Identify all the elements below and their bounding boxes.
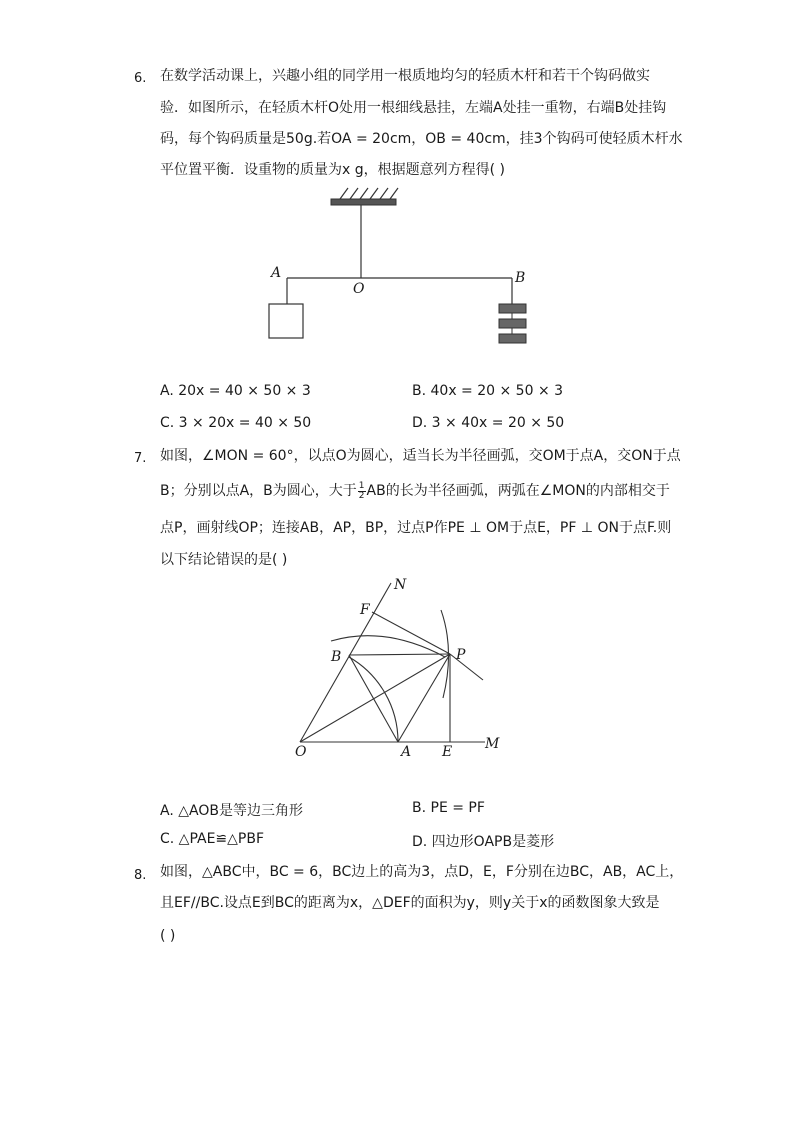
question-6-line-2: 验．如图所示，在轻质木杆O处用一根细线悬挂，左端A处挂一重物，右端B处挂钩: [160, 100, 667, 116]
segment-PF: [372, 612, 450, 654]
label-F: F: [360, 602, 370, 618]
segment-AB: [349, 655, 398, 742]
label-A: A: [401, 744, 412, 760]
question-6-number: 6.: [134, 71, 147, 86]
question-8-line-3: ( ): [160, 928, 176, 944]
question-7-line-4: 以下结论错误的是( ): [160, 552, 288, 568]
label-E: E: [442, 744, 453, 760]
question-7-line-1: 如图，∠MON = 60°，以点O为圆心，适当长为半径画弧，交OM于点A，交ON于点: [160, 448, 681, 464]
ray-ON: [300, 583, 391, 742]
hook-weight-3: [499, 334, 526, 343]
label-M: M: [485, 736, 500, 752]
q6-option-c: C. 3 × 20x = 40 × 50: [160, 415, 312, 431]
label-B: B: [515, 270, 526, 286]
heavy-object: [269, 304, 303, 338]
question-6-line-4: 平位置平衡．设重物的质量为x g，根据题意列方程得( ): [160, 162, 505, 178]
question-7-number: 7.: [134, 451, 147, 466]
arc-extension: [450, 654, 483, 680]
angle-bisector-figure: [285, 570, 515, 765]
q6-option-d: D. 3 × 40x = 20 × 50: [412, 415, 565, 431]
question-8-line-1: 如图，△ABC中，BC = 6，BC边上的高为3，点D，E，F分别在边BC，AB，AC上，: [160, 864, 684, 880]
hook-weight-2: [499, 319, 526, 328]
q6-option-a: A. 20x = 40 × 50 × 3: [160, 383, 311, 399]
question-7-line-2: [160, 481, 670, 501]
hook-weight-1: [499, 304, 526, 313]
label-P: P: [456, 647, 466, 663]
label-B: B: [331, 649, 342, 665]
q7-option-a: A. △AOB是等边三角形: [160, 803, 303, 819]
question-8-line-2: 且EF//BC.设点E到BC的距离为x，△DEF的面积为y，则y关于x的函数图象大致是: [160, 895, 660, 911]
one-half-fraction: $\frac{1}{2}$: [358, 480, 365, 501]
question-6-line-1: 在数学活动课上，兴趣小组的同学用一根质地均匀的轻质木杆和若干个钩码做实: [160, 68, 650, 84]
ceiling-hatch: [340, 188, 398, 199]
segment-AP: [398, 654, 450, 742]
lever-figure: [260, 185, 540, 350]
label-O: O: [353, 281, 365, 297]
segment-BP: [349, 654, 450, 655]
label-A: A: [271, 265, 282, 281]
q6-option-b: B. 40x = 20 × 50 × 3: [412, 383, 564, 399]
question-7-line-2-end: AB的长为半径画弧，两弧在∠MON的内部相交于: [366, 483, 670, 499]
ray-OP: [300, 654, 450, 742]
q7-option-c: C. △PAE≌△PBF: [160, 831, 265, 847]
question-7-line-2-start: B；分别以点A，B为圆心，大于: [160, 483, 357, 499]
label-O: O: [295, 744, 307, 760]
q7-option-b: B. PE = PF: [412, 800, 485, 816]
question-6-line-3: 码，每个钩码质量是50g.若OA = 20cm，OB = 40cm，挂3个钩码可使轻质木杆水: [160, 131, 683, 147]
ceiling-bar: [331, 199, 396, 205]
question-8-number: 8.: [134, 868, 147, 883]
label-N: N: [394, 577, 407, 593]
question-7-line-3: 点P，画射线OP；连接AB，AP，BP，过点P作PE ⊥ OM于点E，PF ⊥ ON于点F.则: [160, 520, 672, 536]
q7-option-d: D. 四边形OAPB是菱形: [412, 834, 555, 850]
